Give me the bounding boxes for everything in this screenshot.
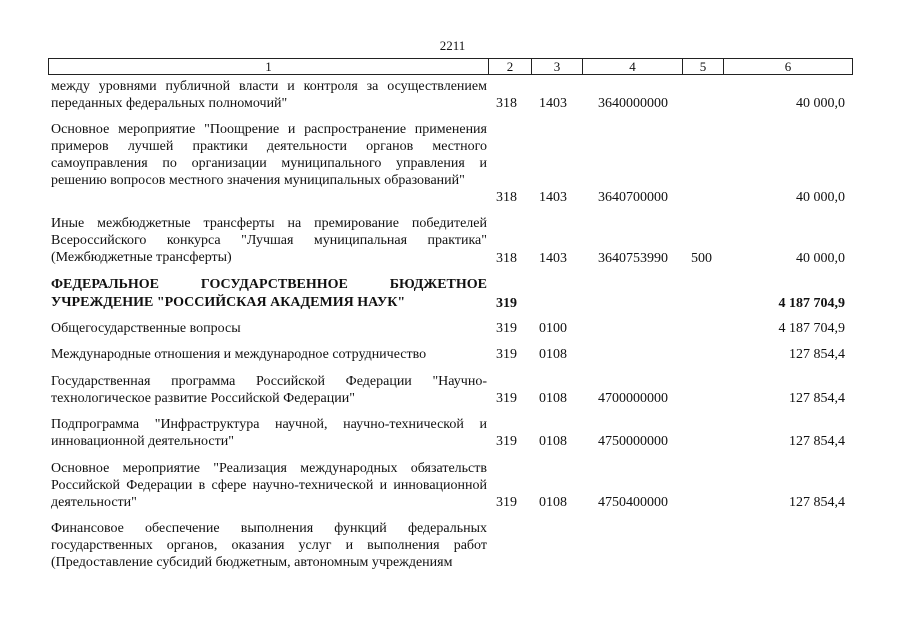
row-col-2: 319: [496, 347, 517, 362]
row-col-4: 4700000000: [598, 391, 668, 406]
column-header-5: 5: [683, 59, 724, 75]
column-header-2: 2: [489, 59, 532, 75]
row-col-3: 0100: [539, 321, 567, 336]
row-col-2: 319: [496, 391, 517, 406]
row-col-2: 319: [496, 434, 517, 449]
row-col-2: 319: [496, 495, 517, 510]
row-col-5: 500: [691, 251, 712, 266]
row-description: Финансовое обеспечение выполнения функций федеральных государственных органов, оказания услуг и выполнения работ (Предоставление субсидий бюджетным, автономным учреждениям: [51, 521, 487, 570]
row-col-6: 127 854,4: [789, 434, 845, 449]
table-row: [0, 373, 905, 407]
row-col-2: 318: [496, 96, 517, 111]
row-col-2: 319: [496, 296, 517, 311]
row-description: Международные отношения и международное сотрудничество: [51, 347, 427, 362]
row-col-6: 127 854,4: [789, 495, 845, 510]
row-col-3: 1403: [539, 190, 567, 205]
column-header-3: 3: [532, 59, 583, 75]
row-col-3: 0108: [539, 495, 567, 510]
table-row: [0, 416, 905, 450]
row-col-3: 0108: [539, 347, 567, 362]
row-col-2: 319: [496, 321, 517, 336]
row-col-4: 4750000000: [598, 434, 668, 449]
table-row-organization: [0, 276, 905, 312]
row-description: ФЕДЕРАЛЬНОЕ ГОСУДАРСТВЕННОЕ БЮДЖЕТНОЕ УЧРЕЖДЕНИЕ "РОССИЙСКАЯ АКАДЕМИЯ НАУК": [51, 277, 487, 310]
row-col-6: 127 854,4: [789, 391, 845, 406]
row-col-6: 40 000,0: [796, 251, 845, 266]
row-col-3: 0108: [539, 434, 567, 449]
table-row: [0, 215, 905, 267]
row-col-6: 40 000,0: [796, 96, 845, 111]
table-row: [0, 121, 905, 206]
row-col-3: 0108: [539, 391, 567, 406]
table-row: [0, 78, 905, 112]
row-description: Основное мероприятие "Реализация международных обязательств Российской Федерации в сфере научно-технической и инновационной деятельности": [51, 461, 487, 510]
row-description: Основное мероприятие "Поощрение и распространение применения примеров лучшей практики деятельности органов местного самоуправления по организации муниципального управления и решению вопросов местного значения муниципальных образований": [51, 122, 487, 188]
row-description: между уровнями публичной власти и контроля за осуществлением переданных федеральных полномочий": [51, 79, 487, 111]
row-col-3: 1403: [539, 96, 567, 111]
row-col-4: 4750400000: [598, 495, 668, 510]
row-col-6: 40 000,0: [796, 190, 845, 205]
table-row: [0, 346, 905, 363]
row-description: Иные межбюджетные трансферты на премирование победителей Всероссийского конкурса "Лучшая муниципальная практика" (Межбюджетные трансферты): [51, 216, 487, 265]
row-description: Общегосударственные вопросы: [51, 321, 241, 336]
row-description: Государственная программа Российской Федерации "Научно-технологическое развитие Российской Федерации": [51, 374, 487, 406]
column-header-1: 1: [49, 59, 489, 75]
table-row: [0, 520, 905, 571]
table-row: [0, 320, 905, 337]
row-col-4: 3640753990: [598, 251, 668, 266]
row-col-2: 318: [496, 190, 517, 205]
row-col-6: 4 187 704,9: [778, 296, 845, 311]
row-description: Подпрограмма "Инфраструктура научной, научно-технической и инновационной деятельности": [51, 417, 487, 449]
column-header-6: 6: [724, 59, 853, 75]
column-header-4: 4: [583, 59, 683, 75]
row-col-6: 127 854,4: [789, 347, 845, 362]
row-col-4: 3640700000: [598, 190, 668, 205]
row-col-3: 1403: [539, 251, 567, 266]
row-col-4: 3640000000: [598, 96, 668, 111]
page-number: 2211: [439, 38, 466, 53]
row-col-6: 4 187 704,9: [778, 321, 845, 336]
table-row: [0, 460, 905, 511]
row-col-2: 318: [496, 251, 517, 266]
